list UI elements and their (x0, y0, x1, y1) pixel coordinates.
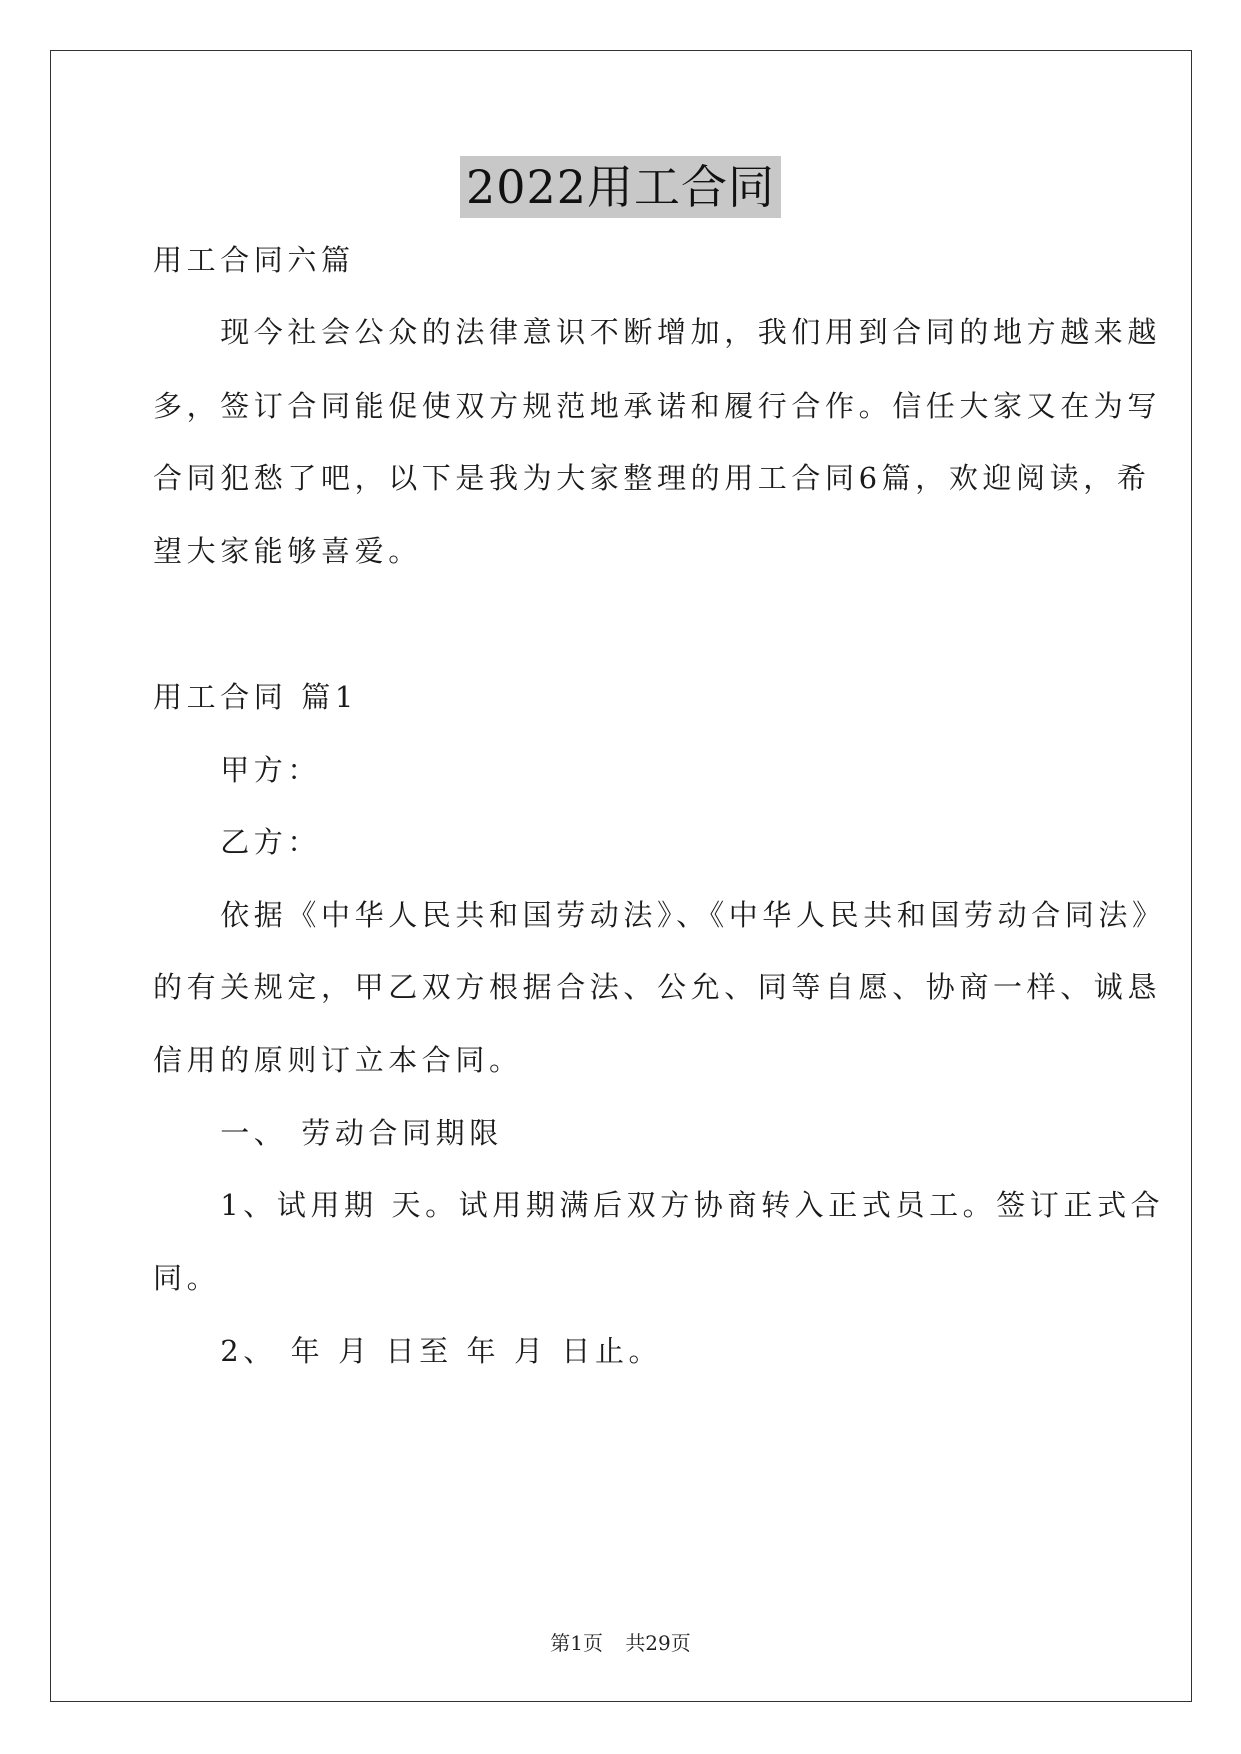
page-total: 共29页 (625, 1631, 691, 1655)
title-container (0, 156, 1241, 218)
paragraph-line: 望大家能够喜爱。 (153, 534, 422, 568)
paragraph-line: 信用的原则订立本合同。 (153, 1043, 523, 1077)
section-heading-part1: 用工合同 篇1 (153, 680, 358, 714)
clause-item: 1、试用期 天。试用期满后双方协商转入正式员工。签订正式合 (153, 1188, 1165, 1222)
party-b-line: 乙方： (153, 825, 322, 859)
party-a-line: 甲方： (153, 753, 322, 787)
paragraph-line: 的有关规定，甲乙双方根据合法、公允、同等自愿、协商一样、诚恳 (153, 970, 1162, 1004)
paragraph-line: 多，签订合同能促使双方规范地承诺和履行合作。信任大家又在为写 (153, 389, 1162, 423)
page-number: 第1页 (550, 1631, 603, 1655)
section-heading-intro: 用工合同六篇 (153, 243, 355, 277)
paragraph-line: 依据《中华人民共和国劳动法》、《中华人民共和国劳动合同法》 (153, 898, 1166, 932)
paragraph-line: 合同犯愁了吧，以下是我为大家整理的用工合同6篇，欢迎阅读，希 (153, 461, 1151, 495)
page-border (50, 50, 1192, 1702)
clause-item: 2、 年 月 日至 年 月 日止。 (153, 1334, 663, 1368)
page-footer (0, 1630, 1241, 1656)
document-title: 2022用工合同 (460, 156, 781, 218)
clause-heading: 一、 劳动合同期限 (153, 1116, 503, 1150)
clause-item: 同。 (153, 1261, 221, 1295)
paragraph-line: 现今社会公众的法律意识不断增加，我们用到合同的地方越来越 (153, 315, 1162, 349)
